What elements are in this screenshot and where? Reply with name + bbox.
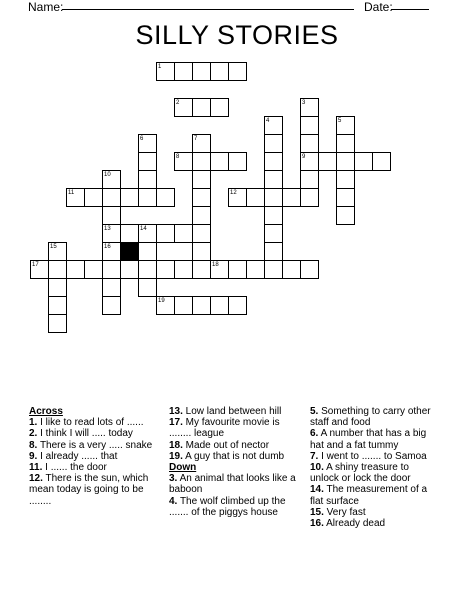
clue-item	[169, 473, 303, 495]
crossword-cell[interactable]	[192, 170, 211, 189]
clue-item	[29, 451, 161, 462]
crossword-cell[interactable]	[372, 152, 391, 171]
crossword-cell[interactable]	[102, 170, 121, 189]
page-title: SILLY STORIES	[135, 20, 339, 50]
crossword-cell[interactable]	[48, 314, 67, 333]
crossword-cell[interactable]	[210, 98, 229, 117]
clue-item-text: I went to ....... to Samoa	[318, 450, 427, 462]
date-label: Date:	[364, 0, 393, 14]
crossword-cell[interactable]	[246, 260, 265, 279]
crossword-cell[interactable]	[210, 152, 229, 171]
crossword-cell[interactable]	[102, 242, 121, 261]
crossword-cell[interactable]	[300, 134, 319, 153]
crossword-cell[interactable]	[156, 62, 175, 81]
crossword-cell[interactable]	[210, 260, 229, 279]
clue-number: 7	[194, 136, 198, 142]
crossword-cell[interactable]	[210, 296, 229, 315]
crossword-cell[interactable]	[174, 260, 193, 279]
clue-item-number: 16.	[310, 518, 324, 530]
crossword-cell[interactable]	[300, 170, 319, 189]
crossword-cell[interactable]	[264, 188, 283, 207]
clue-item	[310, 462, 436, 484]
crossword-cell[interactable]	[30, 260, 49, 279]
crossword-cell[interactable]	[48, 278, 67, 297]
clue-item-number: 13.	[169, 406, 183, 417]
clue-item-text: A number that has a big hat and a fat tummy	[310, 428, 427, 451]
crossword-cell[interactable]	[156, 296, 175, 315]
clue-item-number: 6.	[310, 428, 319, 440]
clue-item-text: The wolf climbed up the ....... of the piggys house	[169, 495, 286, 518]
crossword-cell[interactable]	[300, 260, 319, 279]
crossword-cell[interactable]	[120, 260, 139, 279]
clue-item-text: There is the sun, which mean today is going to be ........	[29, 473, 149, 507]
crossword-cell[interactable]	[174, 296, 193, 315]
clue-number: 12	[230, 190, 237, 196]
crossword-cell[interactable]	[138, 134, 157, 153]
crossword-cell[interactable]	[192, 188, 211, 207]
clue-item-text: Very fast	[323, 506, 366, 518]
clue-item	[310, 518, 436, 529]
crossword-cell[interactable]	[210, 62, 229, 81]
clue-item-text: I already ...... that	[37, 450, 118, 462]
clue-item-text: An animal that looks like a baboon	[169, 473, 296, 496]
clue-number: 17	[32, 262, 39, 268]
clue-item-number: 17.	[169, 417, 183, 429]
clue-item-text: Made out of nector	[182, 439, 270, 451]
clue-item	[310, 406, 436, 428]
clue-item-text: My favourite movie is ........ league	[169, 417, 280, 440]
clue-number: 4	[266, 118, 270, 124]
crossword-cell[interactable]	[174, 152, 193, 171]
crossword-cell[interactable]	[228, 62, 247, 81]
crossword-cell[interactable]	[138, 242, 157, 261]
crossword-cell[interactable]	[192, 296, 211, 315]
crossword-cell[interactable]	[102, 260, 121, 279]
down-heading: Down	[169, 462, 197, 474]
crossword-cell[interactable]	[264, 170, 283, 189]
clue-item-text: Something to carry other staff and food	[310, 406, 431, 429]
crossword-cell[interactable]	[192, 98, 211, 117]
crossword-cell[interactable]	[138, 170, 157, 189]
crossword-cell[interactable]	[192, 62, 211, 81]
crossword-cell[interactable]	[318, 152, 337, 171]
crossword-cell[interactable]	[264, 134, 283, 153]
clue-item-text: I like to read lots of ......	[37, 417, 144, 429]
crossword-cell[interactable]	[336, 134, 355, 153]
crossword-cell[interactable]	[48, 242, 67, 261]
crossword-cell[interactable]	[84, 188, 103, 207]
clue-item	[169, 440, 303, 451]
clue-number: 9	[302, 154, 306, 160]
across-heading: Across	[29, 406, 63, 417]
crossword-cell[interactable]	[300, 98, 319, 117]
clue-item-number: 5.	[310, 406, 319, 417]
crossword-cell[interactable]	[192, 224, 211, 243]
clue-number: 2	[176, 100, 180, 106]
clue-item	[169, 451, 303, 462]
clue-item	[310, 451, 436, 462]
crossword-cell[interactable]	[192, 134, 211, 153]
clue-item	[29, 428, 161, 439]
black-square	[120, 242, 139, 261]
clue-item	[29, 462, 161, 473]
clue-item-number: 15.	[310, 506, 324, 518]
clue-number: 6	[140, 136, 144, 142]
crossword-cell[interactable]	[138, 278, 157, 297]
clue-number: 1	[158, 64, 162, 70]
crossword-cell[interactable]	[192, 152, 211, 171]
crossword-cell[interactable]	[120, 188, 139, 207]
clue-item	[169, 417, 303, 439]
crossword-cell[interactable]	[264, 242, 283, 261]
clue-number: 11	[68, 190, 75, 196]
clue-number: 10	[104, 172, 111, 178]
crossword-cell[interactable]	[336, 116, 355, 135]
crossword-cell[interactable]	[282, 188, 301, 207]
crossword-cell[interactable]	[264, 152, 283, 171]
clue-number: 19	[158, 298, 165, 304]
crossword-cell[interactable]	[264, 224, 283, 243]
clue-column-3	[310, 406, 436, 529]
clue-item	[29, 417, 161, 428]
crossword-cell[interactable]	[174, 98, 193, 117]
clue-number: 3	[302, 100, 306, 106]
crossword-cell[interactable]	[102, 296, 121, 315]
crossword-cell[interactable]	[354, 152, 373, 171]
crossword-cell[interactable]	[300, 188, 319, 207]
crossword-cell[interactable]	[84, 260, 103, 279]
clue-item	[169, 406, 303, 417]
crossword-cell[interactable]	[48, 296, 67, 315]
crossword-cell[interactable]	[192, 242, 211, 261]
crossword-cell[interactable]	[264, 206, 283, 225]
clue-number: 15	[50, 244, 57, 250]
crossword-cell[interactable]	[336, 152, 355, 171]
clue-item-number: 7.	[310, 450, 319, 462]
crossword-cell[interactable]	[138, 188, 157, 207]
crossword-cell[interactable]	[336, 206, 355, 225]
crossword-cell[interactable]	[120, 224, 139, 243]
crossword-cell[interactable]	[336, 188, 355, 207]
crossword-cell[interactable]	[300, 152, 319, 171]
clue-number: 5	[338, 118, 342, 124]
crossword-cell[interactable]	[138, 224, 157, 243]
clue-item-number: 18.	[169, 439, 183, 451]
crossword-cell[interactable]	[228, 188, 247, 207]
clue-item-text: I think I will ..... today	[37, 428, 133, 440]
crossword-cell[interactable]	[246, 188, 265, 207]
clue-item-number: 4.	[169, 495, 178, 507]
clue-item-number: 3.	[169, 473, 178, 485]
clue-item-text: There is a very ..... snake	[37, 439, 153, 451]
crossword-cell[interactable]	[138, 260, 157, 279]
crossword-cell[interactable]	[102, 188, 121, 207]
crossword-cell[interactable]	[102, 278, 121, 297]
clue-item-number: 19.	[169, 450, 183, 462]
clue-item	[169, 496, 303, 518]
crossword-cell[interactable]	[48, 260, 67, 279]
clue-item-number: 1.	[29, 417, 38, 429]
clue-number: 18	[212, 262, 219, 268]
clue-item	[29, 440, 161, 451]
crossword-cell[interactable]	[102, 206, 121, 225]
clue-item	[29, 473, 161, 507]
clue-item-text: Low land between hill	[182, 406, 282, 417]
clue-item-text: The measurement of a flat surface	[310, 484, 428, 507]
clue-item	[310, 507, 436, 518]
crossword-cell[interactable]	[174, 62, 193, 81]
crossword-cell[interactable]	[264, 116, 283, 135]
clue-column-2	[169, 406, 303, 518]
clue-item-number: 14.	[310, 484, 324, 496]
clue-number: 8	[176, 154, 180, 160]
crossword-cell[interactable]	[192, 206, 211, 225]
clue-item-text: A guy that is not dumb	[182, 450, 285, 462]
clue-item-number: 2.	[29, 428, 38, 440]
clue-item-number: 8.	[29, 439, 38, 451]
crossword-cell[interactable]	[138, 152, 157, 171]
clue-item-number: 11.	[29, 462, 43, 474]
clue-item-number: 9.	[29, 450, 38, 462]
crossword-cell[interactable]	[156, 260, 175, 279]
clue-number: 16	[104, 244, 111, 250]
crossword-cell[interactable]	[102, 224, 121, 243]
crossword-cell[interactable]	[228, 152, 247, 171]
clue-number: 13	[104, 226, 111, 232]
crossword-cell[interactable]	[66, 188, 85, 207]
crossword-cell[interactable]	[228, 260, 247, 279]
clue-item-number: 12.	[29, 473, 43, 485]
crossword-cell[interactable]	[300, 116, 319, 135]
clue-column-1	[29, 406, 161, 507]
clue-item-number: 10.	[310, 462, 324, 474]
crossword-cell[interactable]	[174, 224, 193, 243]
crossword-cell[interactable]	[156, 188, 175, 207]
clue-item-text: A shiny treasure to unlock or lock the door	[310, 462, 411, 485]
clue-number: 14	[140, 226, 147, 232]
crossword-cell[interactable]	[156, 224, 175, 243]
crossword-cell[interactable]	[264, 260, 283, 279]
clue-item	[310, 428, 436, 450]
crossword-cell[interactable]	[282, 260, 301, 279]
crossword-cell[interactable]	[228, 296, 247, 315]
crossword-cell[interactable]	[192, 260, 211, 279]
clue-item	[310, 484, 436, 506]
name-label: Name:	[28, 0, 64, 14]
clue-item-text: Already dead	[323, 518, 386, 530]
crossword-cell[interactable]	[336, 170, 355, 189]
crossword-cell[interactable]	[66, 260, 85, 279]
clue-item-text: I ...... the door	[42, 462, 107, 474]
